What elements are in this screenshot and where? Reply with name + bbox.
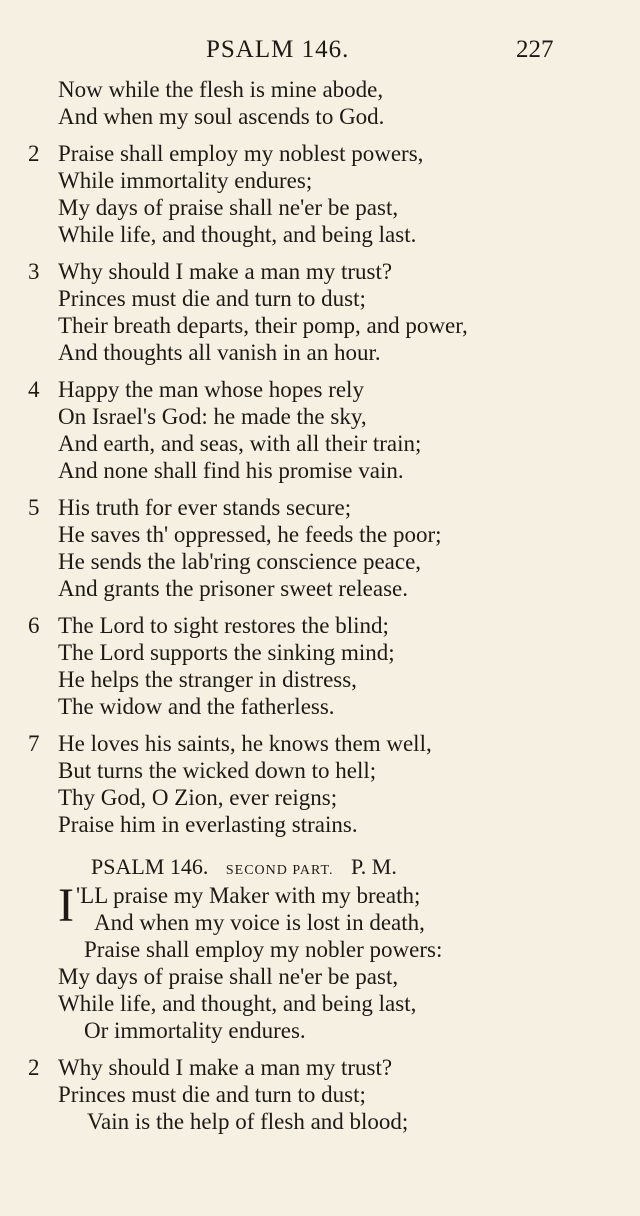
verse-line: My days of praise shall ne'er be past, (58, 964, 399, 989)
verse-line: Vain is the help of flesh and blood; (87, 1109, 409, 1134)
verse-line: 6 The Lord to sight restores the blind; (28, 613, 389, 638)
page-number: 227 (516, 36, 554, 63)
verse-line: I 'LL praise my Maker with my breath; (58, 879, 421, 932)
verse-line: My days of praise shall ne'er be past, (58, 195, 399, 220)
stanza-4 (0, 376, 640, 484)
second-part-stanza-1 (0, 879, 640, 1044)
verse-line: 4 Happy the man whose hopes rely (28, 377, 364, 402)
running-title: PSALM 146. (206, 36, 350, 63)
verse-line: Princes must die and turn to dust; (58, 1082, 366, 1107)
verse-line: He helps the stranger in distress, (58, 667, 357, 692)
drop-cap: I (58, 879, 74, 932)
verse-line: On Israel's God: he made the sky, (58, 404, 367, 429)
verse-line: While immortality endures; (58, 168, 313, 193)
verse-line: 2 Why should I make a man my trust? (28, 1055, 393, 1080)
stanza-number: 4 (28, 377, 40, 402)
stanza-number: 6 (28, 613, 40, 638)
verse-line: 5 His truth for ever stands secure; (28, 495, 352, 520)
stanza-number: 3 (28, 259, 40, 284)
stanza-number: 5 (28, 495, 40, 520)
verse-line: 3 Why should I make a man my trust? (28, 259, 393, 284)
meter-label: P. M. (351, 854, 397, 879)
verse-line: And when my voice is lost in death, (94, 910, 425, 935)
stanza-number: 2 (28, 141, 40, 166)
verse-line: He saves th' oppressed, he feeds the poor; (58, 522, 442, 547)
verse-line: 7 He loves his saints, he knows them well, (28, 731, 432, 756)
verse-line: While life, and thought, and being last. (58, 222, 417, 247)
stanza-5 (0, 494, 640, 602)
verse-line: 2 Praise shall employ my noblest powers, (28, 141, 424, 166)
second-part-stanza-2 (0, 1054, 640, 1135)
verse-line: But turns the wicked down to hell; (58, 758, 377, 783)
verse-line: The widow and the fatherless. (58, 694, 335, 719)
section-heading (0, 852, 640, 882)
verse-line: Praise him in everlasting strains. (58, 812, 358, 837)
verse-line: And when my soul ascends to God. (58, 104, 385, 129)
verse-line: Their breath departs, their pomp, and power, (58, 313, 468, 338)
verse-line: And earth, and seas, with all their train; (58, 431, 422, 456)
verse-line: Thy God, O Zion, ever reigns; (58, 785, 338, 810)
running-header (0, 36, 640, 70)
stanza-6 (0, 612, 640, 720)
verse-line: Or immortality endures. (84, 1018, 306, 1043)
section-title: PSALM 146. (91, 854, 209, 879)
verse-line: While life, and thought, and being last, (58, 991, 417, 1016)
stanza-7 (0, 730, 640, 838)
hymn-text (0, 76, 640, 1135)
verse-line: Princes must die and turn to dust; (58, 286, 366, 311)
stanza-3 (0, 258, 640, 366)
stanza-number: 2 (28, 1055, 40, 1080)
verse-line: And grants the prisoner sweet release. (58, 576, 408, 601)
stanza-number: 7 (28, 731, 40, 756)
verse-line: Now while the flesh is mine abode, (58, 77, 384, 102)
stanza-2 (0, 140, 640, 248)
verse-line: He sends the lab'ring conscience peace, (58, 549, 422, 574)
section-subtitle: SECOND PART. (225, 863, 334, 878)
verse-line: And none shall find his promise vain. (58, 458, 404, 483)
verse-line: And thoughts all vanish in an hour. (58, 340, 381, 365)
verse-line: The Lord supports the sinking mind; (58, 640, 395, 665)
verse-line: Praise shall employ my nobler powers: (84, 937, 443, 962)
